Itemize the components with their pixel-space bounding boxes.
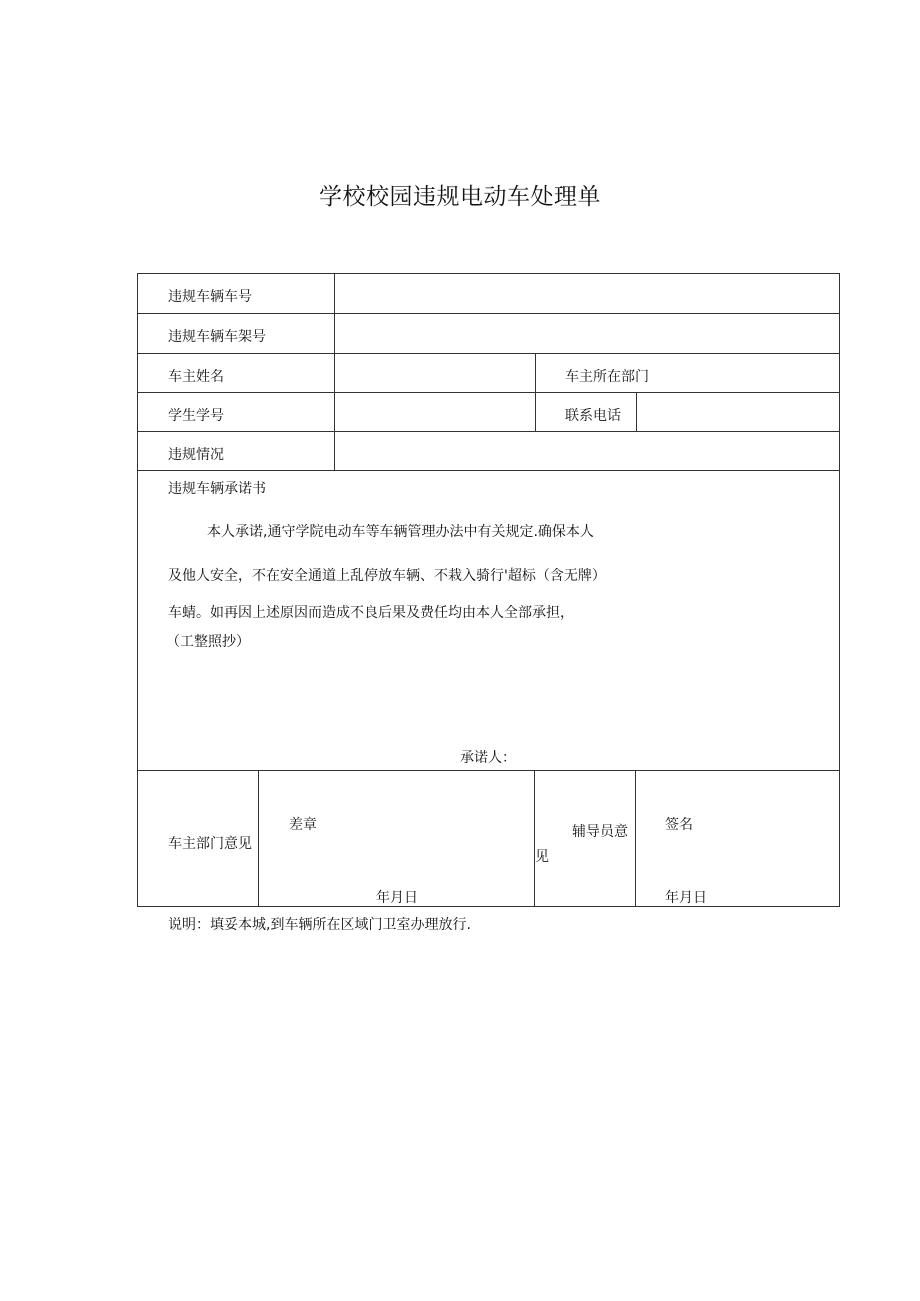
footnote: 说明：填妥本城,到车辆所在区域门卫室办理放行. <box>168 917 471 933</box>
counselor-opinion-label: 辅导员意 <box>572 824 628 840</box>
violation-field[interactable] <box>335 432 839 470</box>
frame-number-field[interactable] <box>335 314 839 353</box>
pledge-line: 本人承诺,通守学院电动车等车辆管理办法中有关规定.确保本人 <box>207 524 594 540</box>
column-divider <box>635 770 636 907</box>
student-id-label: 学生学号 <box>168 408 224 424</box>
column-divider <box>258 770 259 907</box>
pledge-line: 车蜻。如再因上述原因而造成不良后果及费任均由本人全部承担， <box>168 605 574 621</box>
owner-name-label: 车主姓名 <box>168 369 224 385</box>
signature-label: 签名 <box>665 817 693 833</box>
date-label: 年月日 <box>665 890 707 906</box>
dept-opinion-label: 车主部门意见 <box>168 836 252 852</box>
table-border-left <box>137 273 138 907</box>
counselor-opinion-label-cont: 见 <box>535 849 549 865</box>
date-label: 年月日 <box>376 890 418 906</box>
table-border-bottom <box>137 906 840 907</box>
form-title: 学校校园违规电动车处理单 <box>319 184 601 210</box>
owner-dept-label: 车主所在部门 <box>565 369 649 385</box>
violation-label: 违规情况 <box>168 447 224 463</box>
plate-number-field[interactable] <box>335 274 839 313</box>
stamp-label: 差章 <box>289 817 317 833</box>
column-divider <box>534 770 535 907</box>
pledge-line: （工整照抄） <box>166 634 250 650</box>
frame-number-label: 违规车辆车架号 <box>168 329 266 345</box>
row-divider <box>137 470 840 471</box>
table-border-right <box>839 273 840 907</box>
phone-label: 联系电话 <box>565 408 621 424</box>
pledge-line: 及他人安全，不在安全通道上乱停放车辆、不栽入骑行'超标（含无牌） <box>168 568 606 584</box>
phone-field[interactable] <box>637 393 839 431</box>
student-id-field[interactable] <box>335 393 535 431</box>
pledge-heading: 违规车辆承诺书 <box>168 481 266 497</box>
column-divider <box>535 353 536 432</box>
signer-label: 承诺人： <box>460 750 516 766</box>
plate-number-label: 违规车辆车号 <box>168 289 252 305</box>
owner-name-field[interactable] <box>335 354 535 392</box>
row-divider <box>137 770 840 771</box>
